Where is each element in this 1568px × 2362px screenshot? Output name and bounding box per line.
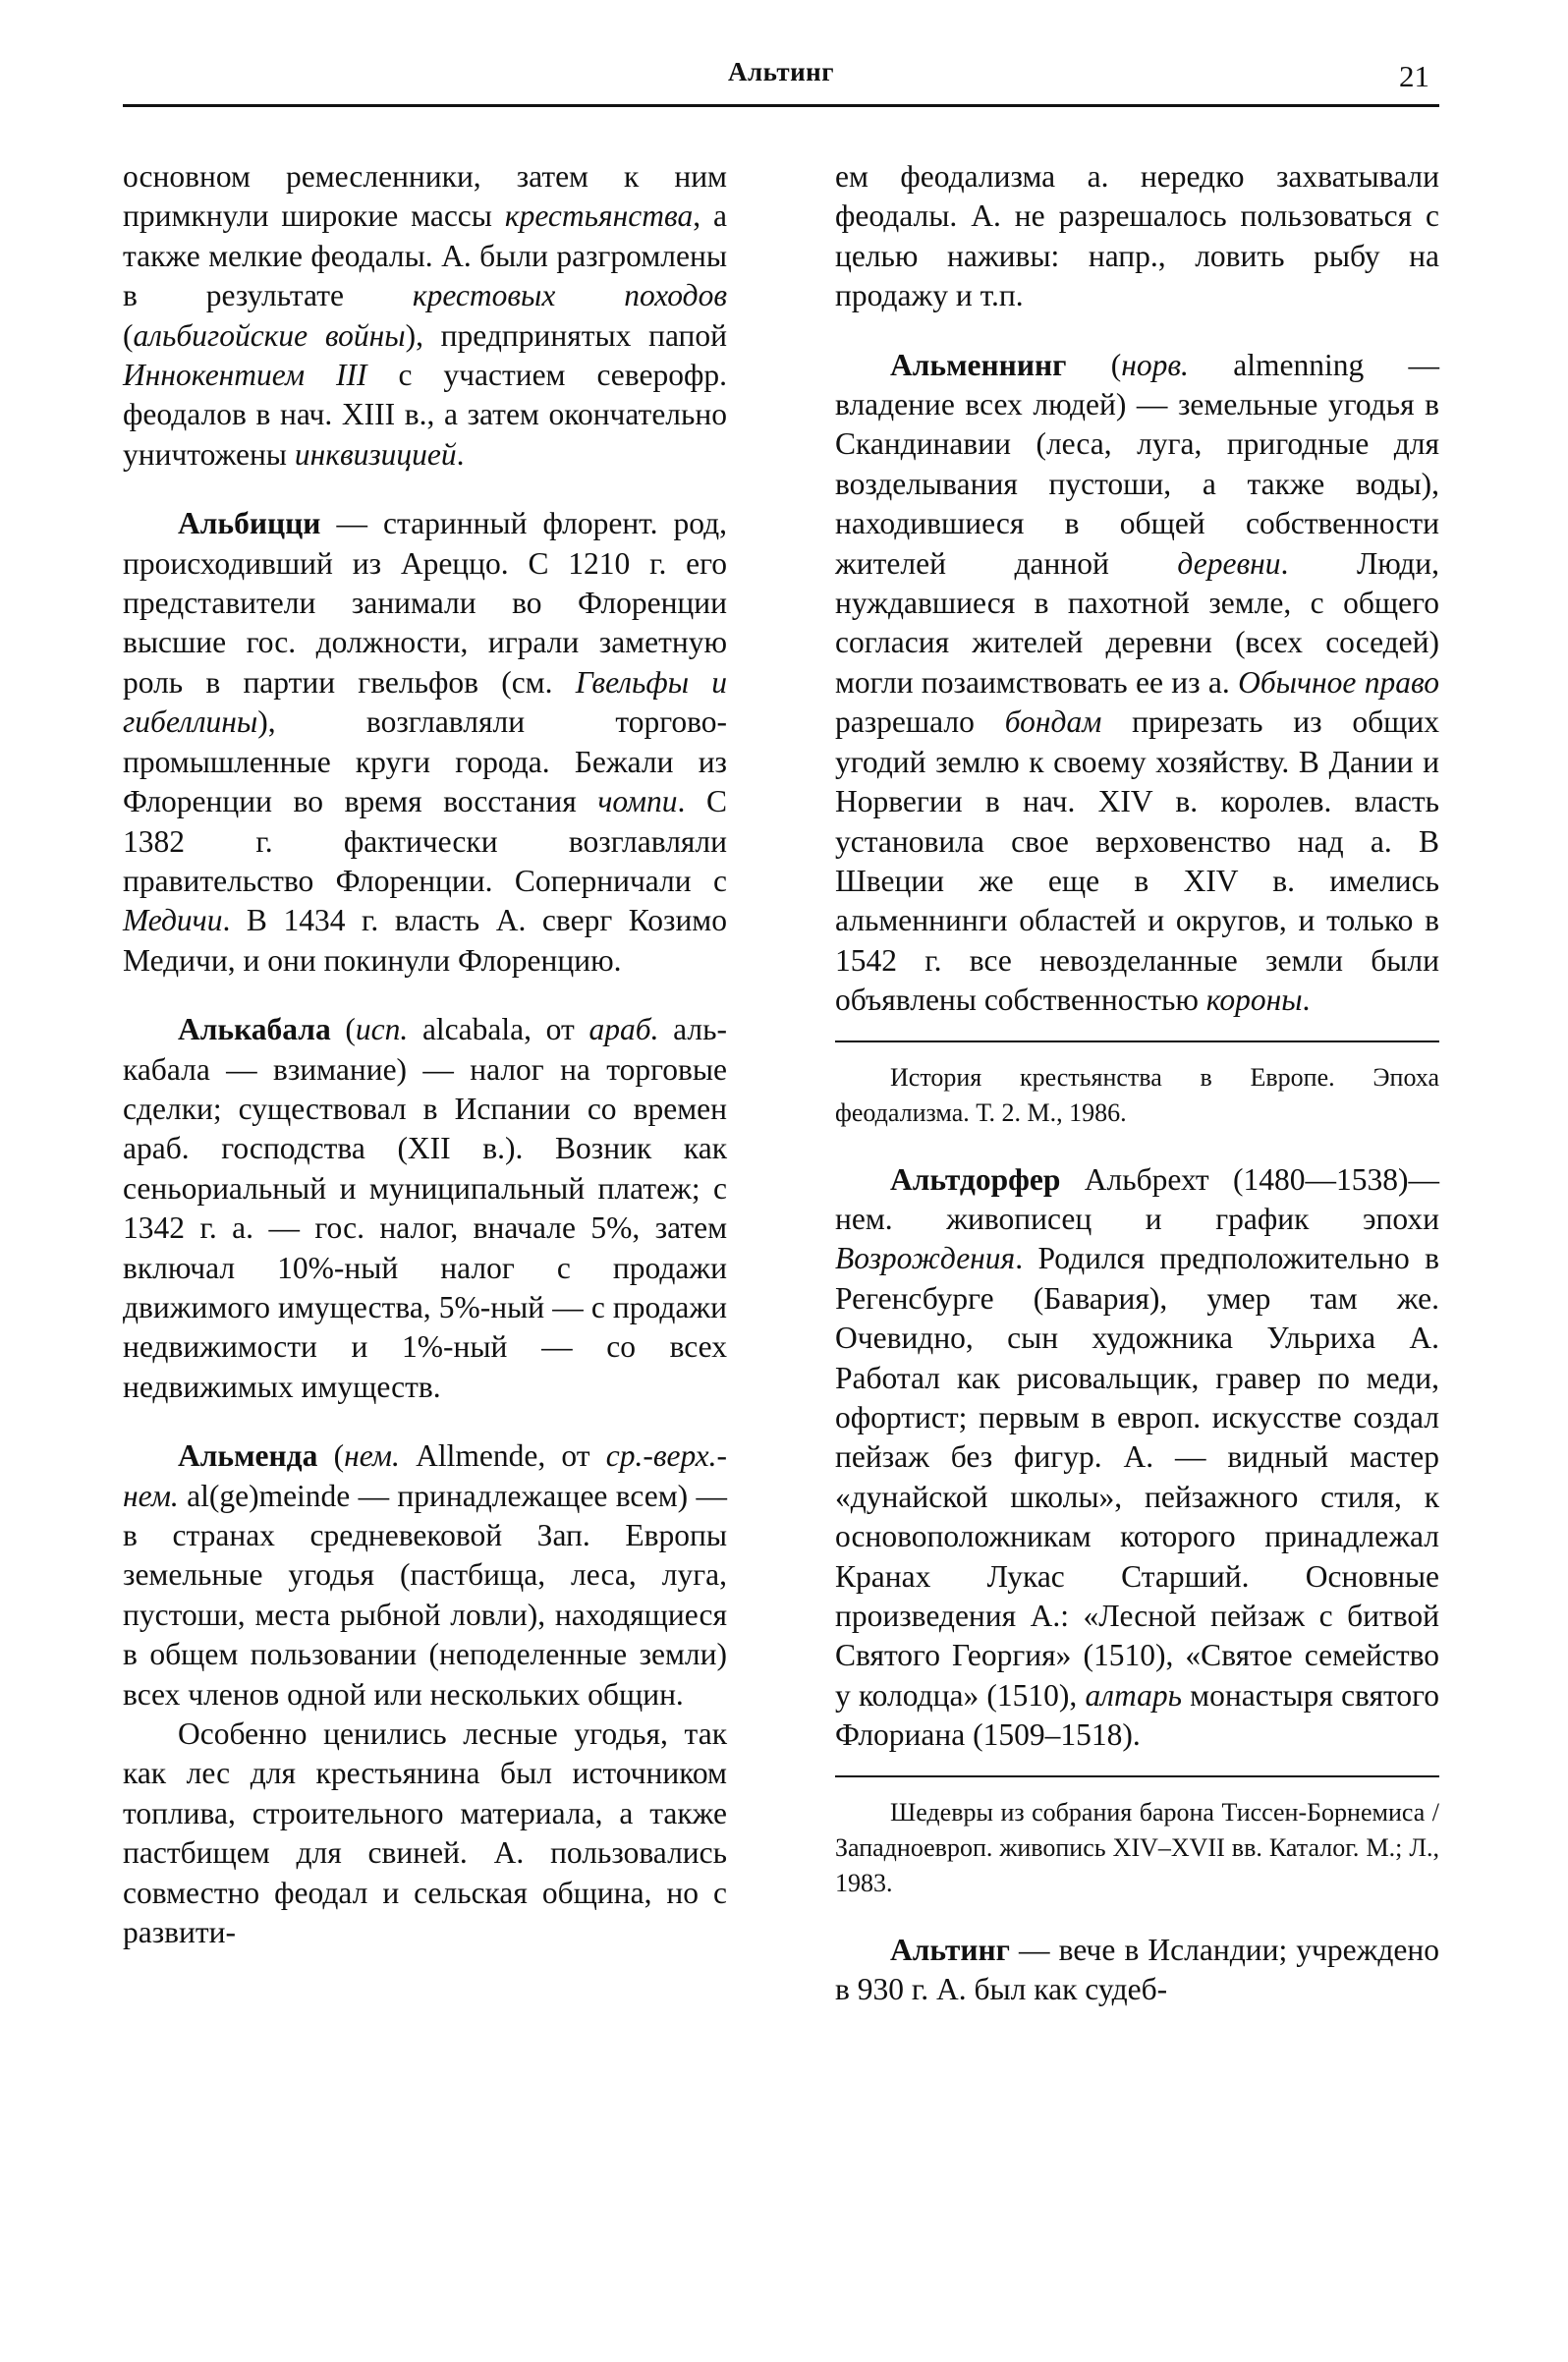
continued-paragraph: ем феодализма а. нередко захватывали феодалы. А. не разрешалось пользоваться с целью наживы: напр., ловить рыбу на продажу и т.п. bbox=[835, 159, 1439, 313]
entry-body: Альменнинг (норв. almenning — владение всех людей) — земельные угодья в Скандинавии (леса, луга, пригодные для возделывания пустоши, а также воды), находившиеся в общей собственности жителей данной деревни. Люди, нуждавшиеся в пахотной земле, с общего согласия жителей деревни (всех соседей) могли позаимствовать ее из а. Обычное право разрешало бондам прирезать из общих угодий землю к своему хозяйству. В Дании и Норвегии в нач. XIV в. королев. власть установила свое верховенство над а. В Швеции же еще в XIV в. имелись альменнинги областей и округов, и только в 1542 г. все невозделанные земли были объявлены собственностью короны. bbox=[835, 347, 1440, 1018]
entry-headword: Алькабала bbox=[178, 1012, 331, 1047]
bibliography-reference: История крестьянства в Европе. Эпоха феодализма. Т. 2. М., 1986. bbox=[835, 1040, 1439, 1131]
entry-althing bbox=[835, 1931, 1439, 2010]
entry-allmende-continued bbox=[835, 157, 1439, 316]
right-column bbox=[835, 157, 1439, 2039]
entry-body: Алькабала (исп. alcabala, от араб. аль-кабала — взимание) — налог на торговые сделки; существовал в Испании со времен араб. господства (XII в.). Возник как сеньориальный и муниципальный платеж; с 1342 г. а. — гос. налог, вначале 5%, затем включал 10%-ный налог с продажи движимого имущества, 5%-ный — с продажи недвижимости и 1%-ный — со всех недвижимых имуществ. bbox=[123, 1012, 727, 1404]
continued-paragraph: основном ремесленники, затем к ним примкнули широкие массы крестьянства, а также мелкие феодалы. А. были разгромлены в результате крестовых походов (альбигойские войны), предпринятых папой Иннокентием III с участием северофр. феодалов в нач. XIII в., а затем окончательно уничтожены инквизицией. bbox=[123, 159, 727, 472]
page-header bbox=[123, 49, 1439, 107]
entry-body: Альбицци — старинный флорент. род, происходивший из Ареццо. С 1210 г. его представители занимали во Флоренции высшие гос. должности, играли заметную роль в партии гвельфов (см. Гвельфы и гибеллины), возглавляли торгово-промышленные круги города. Бежали из Флоренции во время восстания чомпи. С 1382 г. фактически возглавляли правительство Флоренции. Соперничали с Медичи. В 1434 г. власть А. сверг Козимо Медичи, и они покинули Флоренцию. bbox=[123, 506, 728, 978]
entry-albizzi bbox=[123, 504, 727, 981]
entry-headword: Альбицци bbox=[178, 506, 321, 541]
entry-alcabala bbox=[123, 1010, 727, 1407]
page-number: 21 bbox=[1399, 59, 1429, 93]
running-head: Альтинг bbox=[727, 57, 835, 86]
entry-almenning bbox=[835, 346, 1439, 1021]
entry-headword: Альменнинг bbox=[890, 347, 1067, 382]
entry-headword: Альтдорфер bbox=[890, 1161, 1061, 1197]
entry-headword: Альтинг bbox=[890, 1932, 1010, 1967]
entry-altdorfer bbox=[835, 1160, 1439, 1756]
entry-body: Альтдорфер Альбрехт (1480—1538)— нем. живописец и график эпохи Возрождения. Родился предположительно в Регенсбурге (Бавария), умер там же. Очевидно, сын художника Ульриха А. Работал как рисовальщик, гравер по меди, офортист; первым в европ. искусстве создал пейзаж без фигур. А. — видный мастер «дунайской школы», пейзажного стиля, к основоположникам которого принадлежал Кранах Лукас Старший. Основные произведения А.: «Лесной пейзаж с битвой Святого Георгия» (1510), «Святое семейство у колодца» (1510), алтарь монастыря святого Флориана (1509–1518). bbox=[835, 1161, 1439, 1753]
entry-body: Альменда (нем. Allmende, от ср.-верх.-нем. al(ge)meinde — принадлежащее всем) — в странах средневековой Зап. Европы земельные угодья (пастбища, леса, луга, пустоши, места рыбной ловли), находящиеся в общем пользовании (неподеленные земли) всех членов одной или нескольких общин. bbox=[123, 1438, 727, 1712]
entry-headword: Альменда bbox=[178, 1438, 318, 1474]
left-column bbox=[123, 157, 727, 1982]
entry-body: Альтинг — вече в Исландии; учреждено в 930 г. А. был как судеб- bbox=[835, 1932, 1439, 2007]
entry-allmende bbox=[123, 1436, 727, 1952]
entry-albigensians-continued bbox=[123, 157, 727, 475]
entry-body-second-paragraph: Особенно ценились лесные угодья, так как лес для крестьянина был источником топлива, строительного материала, а также пастбищем для свиней. А. пользовались совместно феодал и сельская община, но с развити- bbox=[123, 1716, 727, 1950]
bibliography-reference: Шедевры из собрания барона Тиссен-Борнемиса / Западноевроп. живопись XIV–XVII вв. Каталог. М.; Л., 1983. bbox=[835, 1775, 1439, 1901]
